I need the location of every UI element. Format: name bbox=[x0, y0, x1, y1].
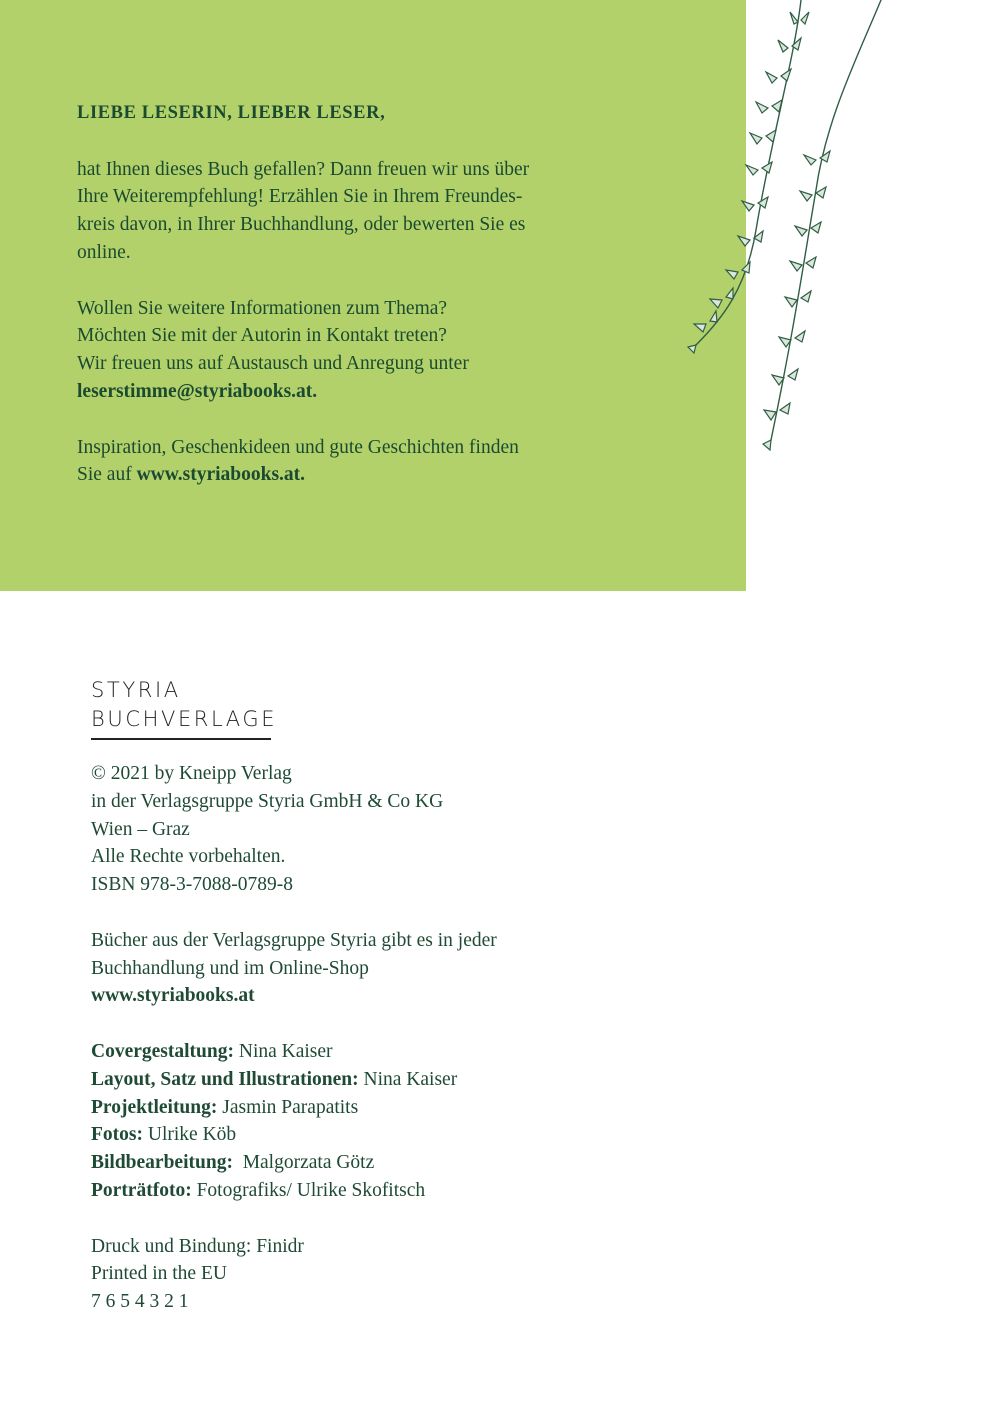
credit-line bbox=[91, 1066, 691, 1094]
print-line: Printed in the EU bbox=[91, 1263, 227, 1285]
credit-label: Bildbearbeitung: bbox=[91, 1152, 233, 1174]
reader-para2-line: Wollen Sie weitere Informationen zum Thema? bbox=[77, 297, 448, 319]
copyright-line: © 2021 by Kneipp Verlag bbox=[91, 763, 292, 784]
isbn-line: ISBN 978-3-7088-0789-8 bbox=[91, 874, 294, 896]
credit-line bbox=[91, 1094, 691, 1122]
credit-label: Projektleitung: bbox=[91, 1096, 218, 1118]
reader-para3-line: Inspiration, Geschenkideen und gute Geschichten finden bbox=[77, 436, 519, 458]
print-number-line: 7 6 5 4 3 2 1 bbox=[91, 1291, 189, 1313]
reader-para2-line: Möchten Sie mit der Autorin in Kontakt treten? bbox=[77, 325, 447, 347]
reader-note-panel bbox=[0, 0, 746, 591]
copyright-line: Wien – Graz bbox=[91, 818, 190, 840]
reader-para1-line: Ihre Weiterempfehlung! Erzählen Sie in Ihrem Freundes- bbox=[77, 186, 523, 208]
imprint-block bbox=[91, 760, 691, 1316]
credit-line bbox=[91, 1177, 691, 1205]
credit-value: Fotografiks/ Ulrike Skofitsch bbox=[191, 1179, 426, 1201]
reader-para1-line: kreis davon, in Ihrer Buchhandlung, oder bewerten Sie es bbox=[77, 214, 526, 236]
credit-line bbox=[91, 1121, 691, 1149]
credit-label: Layout, Satz und Illustrationen: bbox=[91, 1068, 359, 1090]
herb-sprig-icon bbox=[676, 0, 896, 470]
credit-value: Ulrike Köb bbox=[143, 1124, 237, 1146]
logo-underline bbox=[91, 738, 271, 740]
reader-greeting: LIEBE LESERIN, LIEBER LESER, bbox=[77, 103, 386, 123]
credit-value: Malgorzata Götz bbox=[232, 1152, 375, 1174]
shop-line: Buchhandlung und im Online-Shop bbox=[91, 957, 369, 979]
reader-para1-line: hat Ihnen dieses Buch gefallen? Dann freuen wir uns über bbox=[77, 158, 530, 180]
credit-label: Porträtfoto: bbox=[91, 1179, 192, 1201]
reader-note-text bbox=[77, 100, 617, 489]
website-link[interactable]: www.styriabooks.at. bbox=[136, 464, 306, 486]
credit-line bbox=[91, 1149, 691, 1177]
credit-value: Nina Kaiser bbox=[233, 1040, 333, 1062]
reader-para3-prefix: Sie auf bbox=[77, 464, 137, 486]
reader-para1-line: online. bbox=[77, 241, 131, 263]
credit-value: Nina Kaiser bbox=[358, 1068, 458, 1090]
credit-label: Fotos: bbox=[91, 1124, 143, 1146]
credit-value: Jasmin Parapatits bbox=[217, 1096, 359, 1118]
publisher-logo-line2: BUCHVERLAGE bbox=[91, 707, 278, 731]
print-line: Druck und Bindung: Finidr bbox=[91, 1235, 304, 1257]
credit-line bbox=[91, 1038, 691, 1066]
publisher-logo bbox=[91, 676, 277, 734]
copyright-line: in der Verlagsgruppe Styria GmbH & Co KG bbox=[91, 790, 444, 812]
copyright-line: Alle Rechte vorbehalten. bbox=[91, 846, 286, 868]
reader-para2-line: Wir freuen uns auf Austausch und Anregung unter bbox=[77, 353, 469, 375]
feedback-email-link[interactable]: leserstimme@styriabooks.at. bbox=[77, 380, 318, 402]
reader-para3-line bbox=[77, 461, 617, 489]
shop-line: Bücher aus der Verlagsgruppe Styria gibt es in jeder bbox=[91, 929, 497, 951]
shop-url-link[interactable]: www.styriabooks.at bbox=[91, 985, 255, 1007]
credit-label: Covergestaltung: bbox=[91, 1040, 234, 1062]
publisher-logo-line1: STYRIA bbox=[91, 678, 181, 702]
